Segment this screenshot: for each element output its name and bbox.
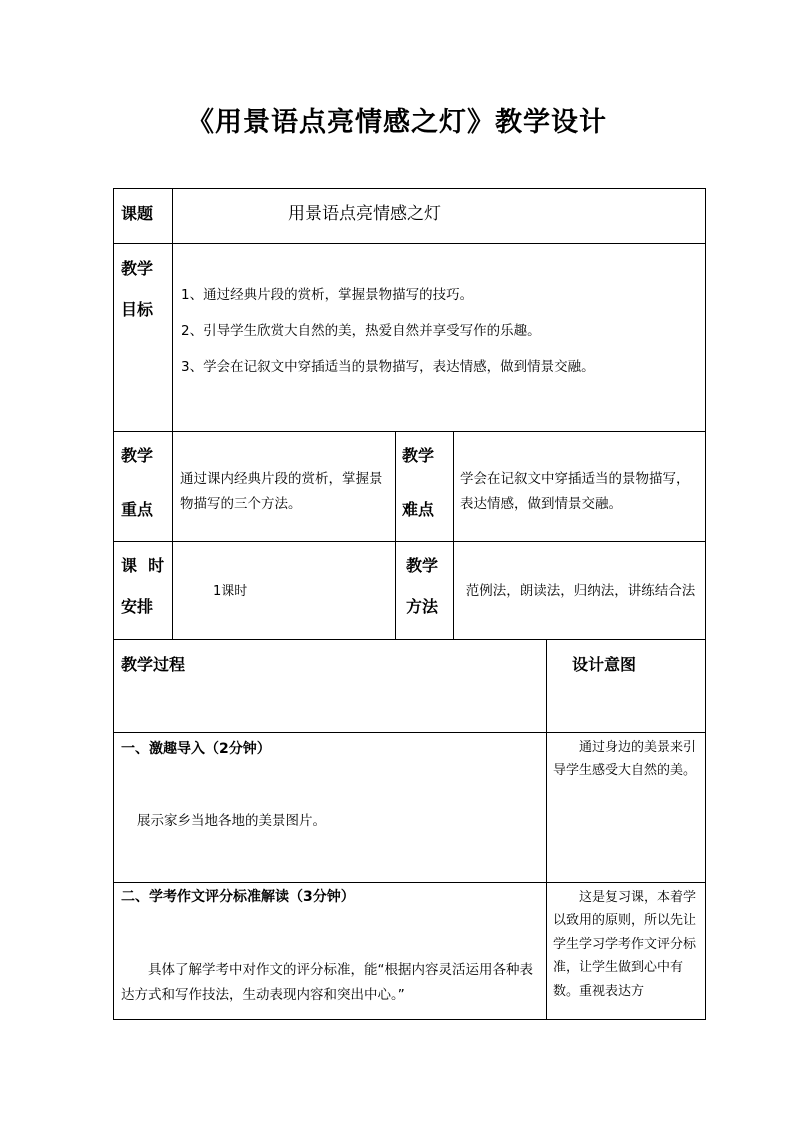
schedule-label-line2: 安排 — [121, 597, 154, 616]
schedule-value: 1课时 — [213, 584, 248, 599]
goal-item: 3、学会在记叙文中穿插适当的景物描写，表达情感，做到情景交融。 — [181, 359, 595, 375]
table-border-left — [113, 188, 114, 1020]
document-title: 《用景语点亮情感之灯》教学设计 — [187, 107, 607, 138]
section2-content: 具体了解学考中对作文的评分标准，能“根据内容灵活运用各种表达方式和写作技法，生动表现内容和突出中心。” — [121, 962, 533, 1003]
key-points-value: 通过课内经典片段的赏析，掌握景物描写的三个方法。 — [180, 471, 383, 512]
section1-intent: 通过身边的美景来引导学生感受大自然的美。 — [553, 740, 697, 779]
goal-item: 2、引导学生欣赏大自然的美，热爱自然并享受写作的乐趣。 — [181, 323, 541, 339]
topic-label: 课题 — [121, 204, 154, 223]
table-border-bottom — [113, 1019, 706, 1020]
row-divider — [113, 431, 706, 432]
table-border-right — [705, 188, 706, 1020]
key-points-label-line2: 重点 — [121, 500, 154, 519]
topic-value: 用景语点亮情感之灯 — [288, 204, 441, 224]
difficulties-label-line2: 难点 — [402, 500, 435, 519]
section1-content: 展示家乡当地各地的美景图片。 — [137, 813, 326, 829]
row-divider — [113, 639, 706, 640]
section1-heading: 一、激趣导入（2分钟） — [121, 741, 271, 757]
intent-header: 设计意图 — [572, 655, 637, 674]
column-divider — [546, 639, 547, 1019]
difficulties-value: 学会在记叙文中穿插适当的景物描写，表达情感，做到情景交融。 — [460, 471, 690, 512]
column-divider — [395, 431, 396, 639]
methods-value: 范例法，朗读法，归纳法，讲练结合法 — [465, 583, 696, 599]
methods-label-line2: 方法 — [406, 597, 439, 616]
process-header: 教学过程 — [121, 655, 186, 674]
methods-label-line1: 教学 — [406, 556, 439, 575]
difficulties-label-line1: 教学 — [402, 446, 435, 465]
schedule-label-line1: 课 时 — [121, 556, 165, 575]
section2-intent: 这是复习课，本着学以致用的原则，所以先让学生学习学考作文评分标准，让学生做到心中有数。重视表达方 — [553, 890, 697, 999]
key-points-label-line1: 教学 — [121, 446, 154, 465]
table-border-top — [113, 188, 706, 189]
row-divider — [113, 541, 706, 542]
row-divider — [113, 882, 706, 883]
row-divider — [113, 732, 706, 733]
goals-label-line1: 教学 — [121, 259, 154, 278]
goal-item: 1、通过经典片段的赏析，掌握景物描写的技巧。 — [181, 287, 474, 303]
section2-heading: 二、学考作文评分标准解读（3分钟） — [121, 889, 355, 905]
row-divider — [113, 243, 706, 244]
column-divider — [172, 188, 173, 639]
goals-label-line2: 目标 — [121, 300, 154, 319]
column-divider — [453, 431, 454, 639]
